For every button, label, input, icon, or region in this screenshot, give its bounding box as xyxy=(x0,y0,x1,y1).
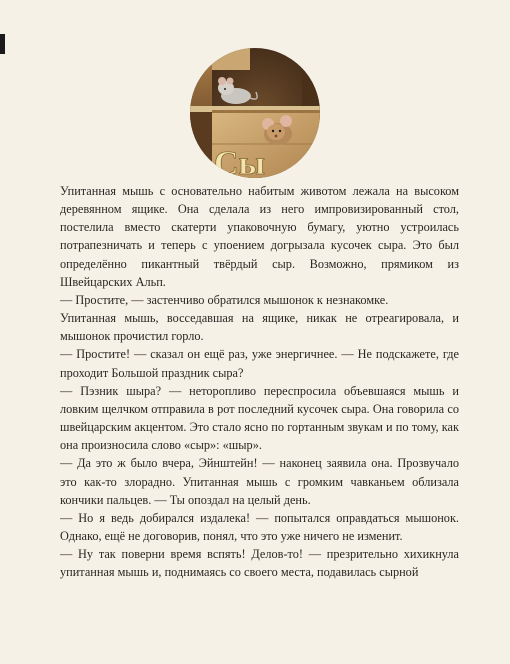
paragraph: Упитанная мышь с основательно набитым животом лежала на высоком деревянном ящике. Она сделала из него импровизированный стол, постелила вместо скатерти упаковочную бумагу, уютно устроилась потрапезничать и теперь с упоением догрызала кусочек сыра. Это был определённо пикантный твёрдый сыр. Возможно, прямиком из Швейцарских Альп. xyxy=(60,184,459,289)
paragraph: — Простите! — сказал он ещё раз, уже энергичнее. — Не подскажете, где проходит Большой праздник сыра? xyxy=(60,347,459,380)
paragraph: Упитанная мышь, восседавшая на ящике, никак не отреагировала, и мышонок прочистил горло. xyxy=(60,311,459,344)
paragraph: — Да это ж было вчера, Эйнштейн! — наконец заявила она. Прозвучало это как-то злорадно. Упитанная мышь с громким чавканьем облизала кончики пальцев. — Ты опоздал на целый день. xyxy=(60,456,459,507)
story-text xyxy=(60,182,459,581)
paragraph: — Простите, — застенчиво обратился мышонок к незнакомке. xyxy=(60,292,389,307)
mouse-illustration xyxy=(190,48,320,178)
page-edge-marker xyxy=(0,34,5,54)
cheese-sign-text: Сы xyxy=(214,145,266,178)
paragraph: — Ну так поверни время вспять! Делов-то! — презрительно хихикнула упитанная мышь и, поднимаясь со своего места, подавилась сырной xyxy=(60,547,459,580)
paragraph: — Пэзник шыра? — неторопливо переспросила объевшаяся мышь и ловким щелчком отправила в рот последний кусочек сыра. Она говорила со швейцарским акцентом. Это стало ясно по гортанным звукам и по тому, как она произносила слово «сыр»: «шыр». xyxy=(60,383,459,453)
paragraph: — Но я ведь добирался издалека! — попытался оправдаться мышонок. Однако, ещё не договорив, понял, что это уже ничего не изменит. xyxy=(60,510,459,543)
